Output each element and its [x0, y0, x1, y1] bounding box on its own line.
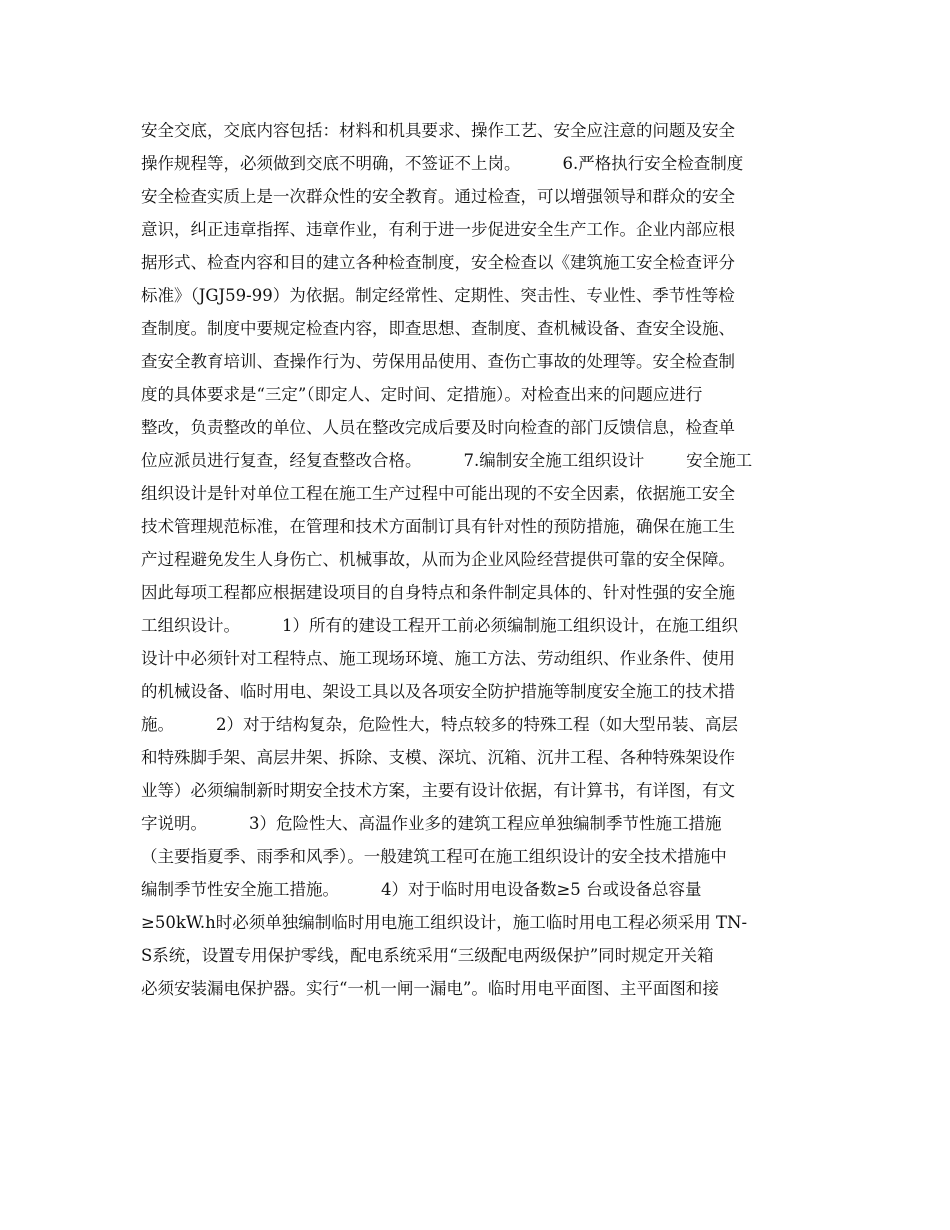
- text-line: 必须安装漏电保护器。实行“一机一闸一漏电”。临时用电平面图、主平面图和接: [141, 979, 719, 998]
- text-line: 的机械设备、临时用电、架设工具以及各项安全防护措施等制度安全施工的技术措: [141, 682, 735, 701]
- text-line: 意识，纠正违章指挥、违章作业，有利于进一步促进安全生产工作。企业内部应根: [141, 220, 735, 239]
- text-line: 技术管理规范标准，在管理和技术方面制订具有针对性的预防措施，确保在施工生: [141, 517, 735, 536]
- text-line: 编制季节性安全施工措施。 4）对于临时用电设备数≥5 台或设备总容量: [141, 880, 702, 899]
- text-line: 业等）必须编制新时期安全技术方案，主要有设计依据，有计算书，有详图，有文: [141, 781, 735, 800]
- text-line: 操作规程等，必须做到交底不明确，不签证不上岗。 6.严格执行安全检查制度: [141, 154, 744, 173]
- text-line: 产过程避免发生人身伤亡、机械事故，从而为企业风险经营提供可靠的安全保障。: [141, 550, 735, 569]
- text-line: 施。 2）对于结构复杂，危险性大，特点较多的特殊工程（如大型吊装、高层: [141, 715, 738, 734]
- text-line: 整改，负责整改的单位、人员在整改完成后要及时向检查的部门反馈信息，检查单: [141, 418, 735, 437]
- text-line: 查制度。制度中要规定检查内容，即查思想、查制度、查机械设备、查安全设施、: [141, 319, 735, 338]
- text-line: （主要指夏季、雨季和风季）。一般建筑工程可在施工组织设计的安全技术措施中: [141, 847, 727, 866]
- text-line: S系统，设置专用保护零线，配电系统采用“三级配电两级保护”同时规定开关箱: [141, 946, 714, 965]
- text-line: 和特殊脚手架、高层井架、拆除、支模、深坑、沉箱、沉井工程、各种特殊架设作: [141, 748, 735, 767]
- text-line: 工组织设计。 1）所有的建设工程开工前必须编制施工组织设计，在施工组织: [141, 616, 738, 635]
- text-line: 组织设计是针对单位工程在施工生产过程中可能出现的不安全因素，依据施工安全: [141, 484, 735, 503]
- text-line: 据形式、检查内容和目的建立各种检查制度，安全检查以《建筑施工安全检查评分: [141, 253, 735, 272]
- text-line: 安全检查实质上是一次群众性的安全教育。通过检查，可以增强领导和群众的安全: [141, 187, 735, 206]
- text-line: 字说明。 3）危险性大、高温作业多的建筑工程应单独编制季节性施工措施: [141, 814, 722, 833]
- text-line: 标准》（JGJ59-99）为依据。制定经常性、定期性、突击性、专业性、季节性等检: [141, 286, 735, 305]
- text-line: 度的具体要求是“三定”（即定人、定时间、定措施）。对检查出来的问题应进行: [141, 385, 703, 404]
- text-line: 查安全教育培训、查操作行为、劳保用品使用、查伤亡事故的处理等。安全检查制: [141, 352, 735, 371]
- text-line: 设计中必须针对工程特点、施工现场环境、施工方法、劳动组织、作业条件、使用: [141, 649, 735, 668]
- text-line: 位应派员进行复查，经复查整改合格。 7.编制安全施工组织设计 安全施工: [141, 451, 753, 470]
- text-line: 因此每项工程都应根据建设项目的自身特点和条件制定具体的、针对性强的安全施: [141, 583, 735, 602]
- body-text: [141, 114, 821, 1005]
- text-line: ≥50kW.h时必须单独编制临时用电施工组织设计，施工临时用电工程必须采用 TN-: [141, 913, 748, 932]
- text-line: 安全交底，交底内容包括：材料和机具要求、操作工艺、安全应注意的问题及安全: [141, 121, 735, 140]
